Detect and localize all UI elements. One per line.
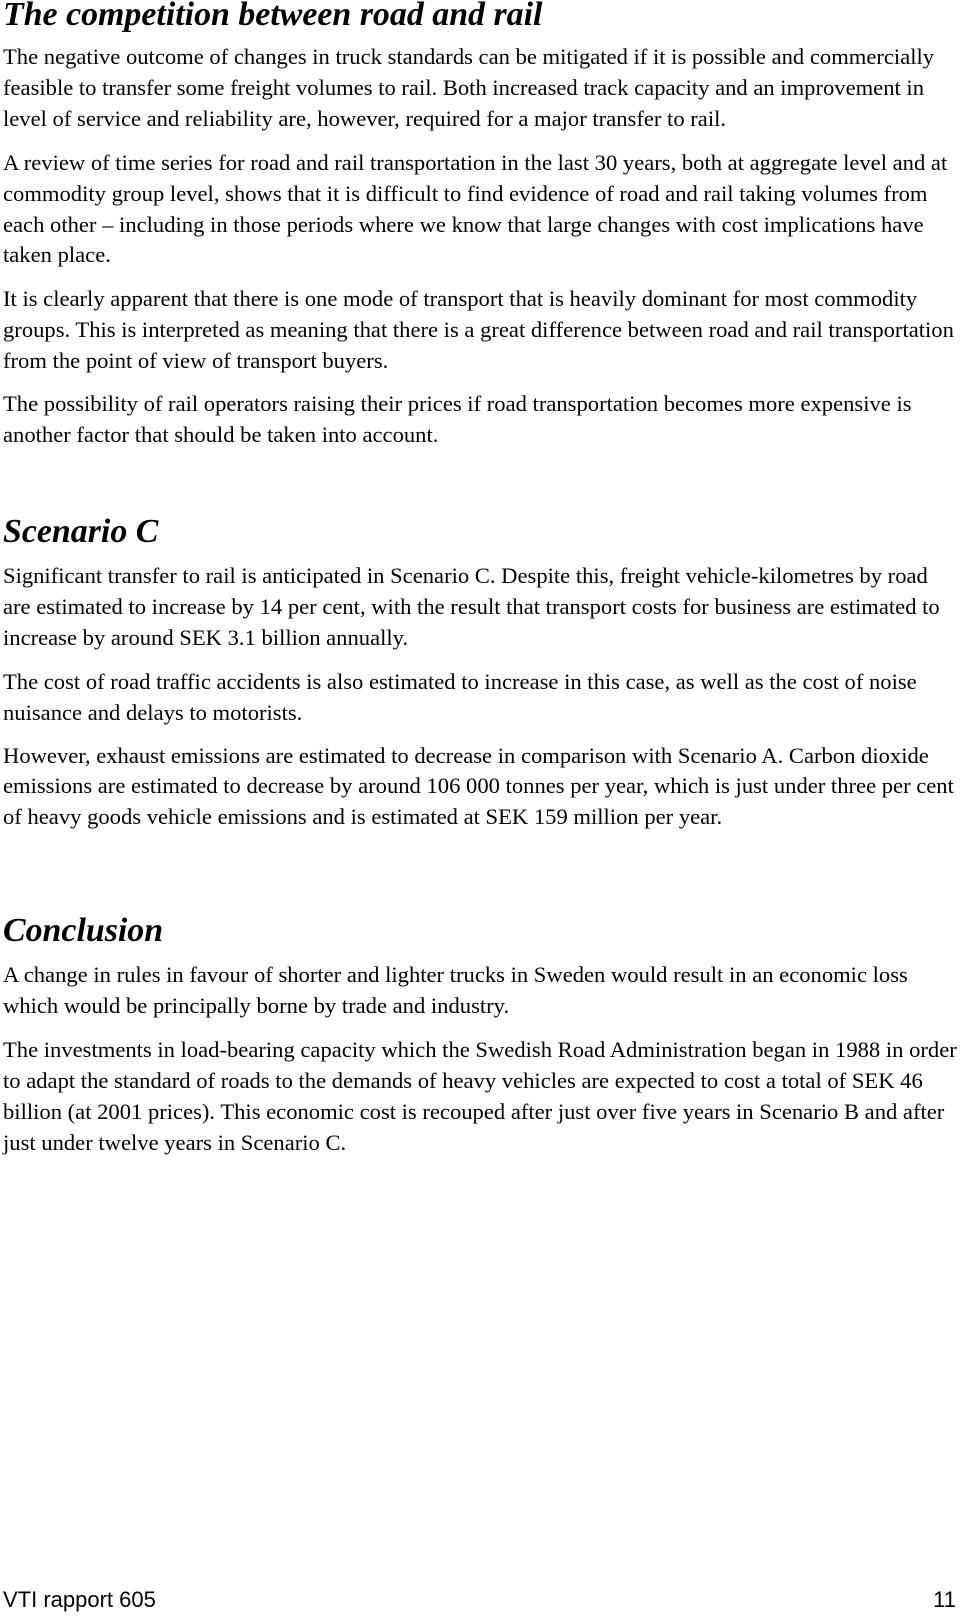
section-heading-road-rail: The competition between road and rail: [3, 0, 543, 33]
paragraph: It is clearly apparent that there is one mode of transport that is heavily dominant for most commodity groups. This is interpreted as meaning that there is a great difference between road and rail transportation from the point of view of transport buyers.: [3, 286, 954, 374]
page-footer: [3, 1586, 956, 1614]
paragraph: The possibility of rail operators raising their prices if road transportation becomes more expensive is another factor that should be taken into account.: [3, 391, 912, 447]
paragraph: The cost of road traffic accidents is also estimated to increase in this case, as well as the cost of noise nuisance and delays to motorists.: [3, 668, 917, 725]
paragraph: The investments in load-bearing capacity which the Swedish Road Administration began in 1988 in order to adapt the standard of roads to the demands of heavy vehicles are expected to cost a total of SEK 46 billion (at 2001 prices). This economic cost is recouped after just over five years in Scenario B and after just under twelve years in Scenario C.: [3, 1036, 957, 1155]
paragraph: However, exhaust emissions are estimated to decrease in comparison with Scenario A. Carbon dioxide emissions are estimated to decrease by around 106 000 tonnes per year, which is just under three per cent of heavy goods vehicle emissions and is estimated at SEK 159 million per year.: [3, 742, 954, 830]
page-number: 11: [933, 1587, 956, 1612]
report-title: VTI rapport 605: [3, 1587, 156, 1612]
paragraph: Significant transfer to rail is anticipated in Scenario C. Despite this, freight vehicle-kilometres by road are estimated to increase by 14 per cent, with the result that transport costs for business are estimated to increase by around SEK 3.1 billion annually.: [3, 563, 940, 650]
section-heading-scenario-c: Scenario C: [3, 513, 159, 550]
section-scenario-c: [3, 513, 958, 833]
section-road-rail: [3, 0, 958, 451]
section-conclusion: [3, 912, 958, 1158]
paragraph: A review of time series for road and rail transportation in the last 30 years, both at aggregate level and at commodity group level, shows that it is difficult to find evidence of road and rail taking volumes from each other – including in those periods where we know that large changes with cost implications have taken place.: [3, 149, 948, 268]
section-heading-conclusion: Conclusion: [3, 912, 164, 949]
paragraph: The negative outcome of changes in truck standards can be mitigated if it is possible and commercially feasible to transfer some freight volumes to rail. Both increased track capacity and an improvement in level of service and reliability are, however, required for a major transfer to rail.: [3, 44, 935, 131]
paragraph: A change in rules in favour of shorter and lighter trucks in Sweden would result in an economic loss which would be principally borne by trade and industry.: [3, 962, 908, 1018]
